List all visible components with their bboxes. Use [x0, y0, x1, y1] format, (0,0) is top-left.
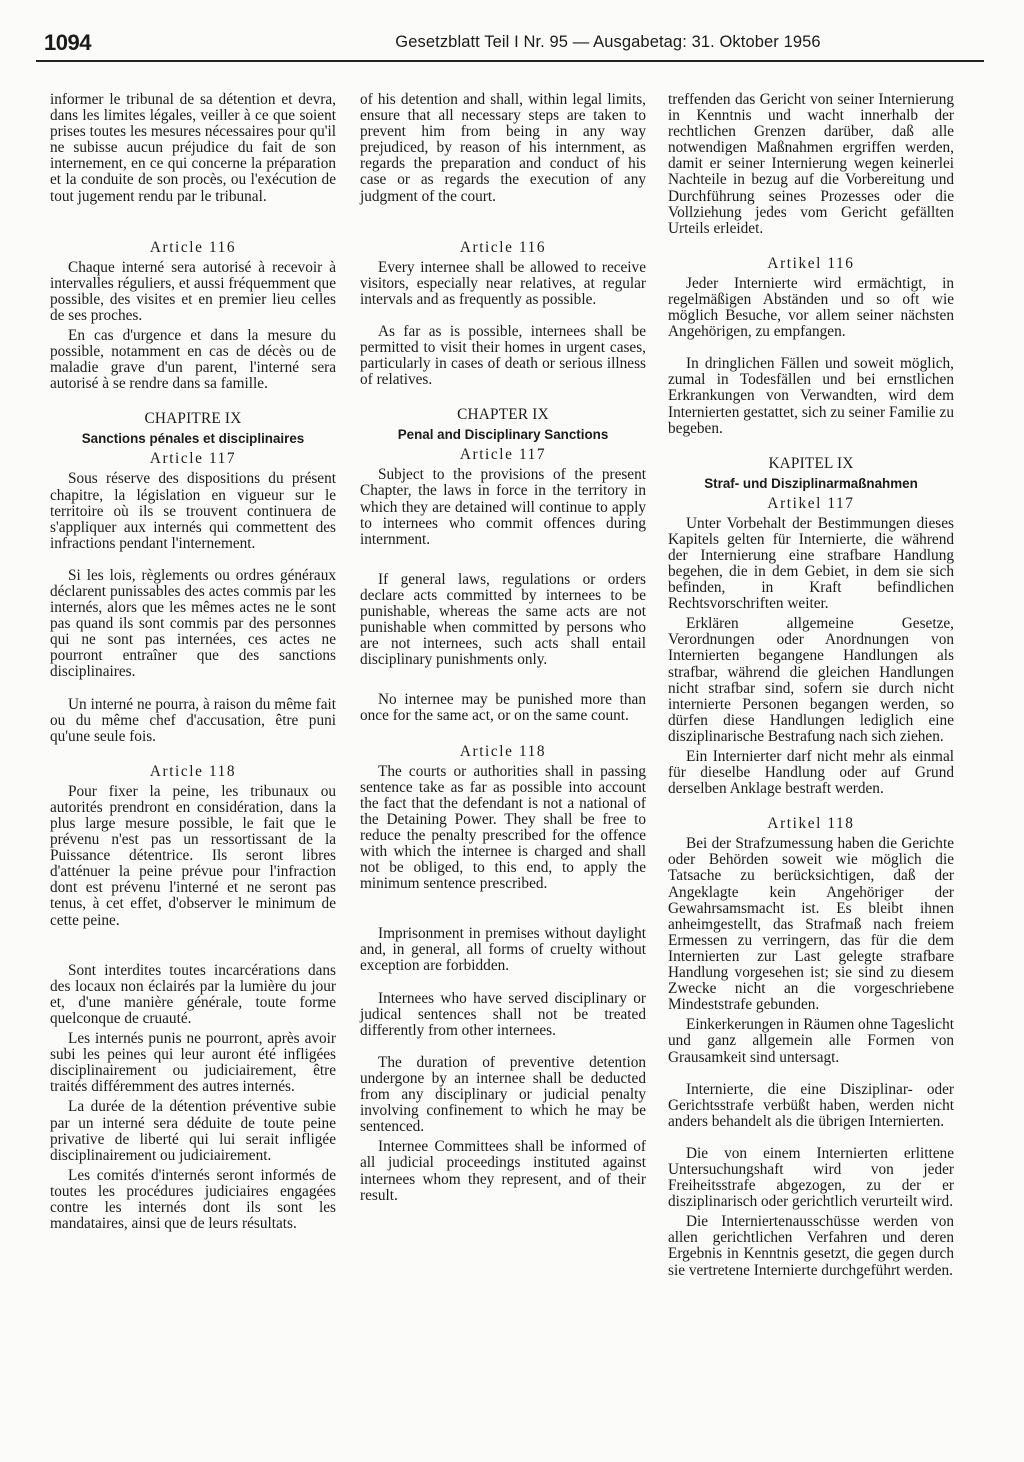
- spacer: [50, 933, 336, 963]
- fr-article-118-paragraph-4: La durée de la détention préventive subie par un interné sera déduite de toute peine privative de liberté qui lui serait infligée disciplinairement ou judiciairement.: [50, 1098, 336, 1164]
- page-number: 1094: [44, 30, 91, 55]
- fr-article-116-paragraph-2: En cas d'urgence et dans la mesure du possible, notamment en cas de décès ou de maladie grave d'un parent, l'interné sera autorisé à se rendre dans sa famille.: [50, 327, 336, 393]
- spacer: [50, 209, 336, 221]
- de-article-118-paragraph-3: Internierte, die eine Disziplinar- oder Gerichtsstrafe verbüßt haben, werden nicht anders behandelt als die übrigen Internierten.: [668, 1080, 954, 1130]
- fr-article-117-heading: Article 117: [149, 450, 237, 468]
- spacer: [50, 685, 336, 697]
- en-article-118-paragraph-4: The duration of preventive detention undergone by an internee shall be deducted from any disciplinary or judicial penalty involving confinement to which he may be sentenced.: [360, 1053, 646, 1136]
- en-article-117-paragraph-1: Subject to the provisions of the present Chapter, the laws in force in the territory in which they are detained will continue to apply to internees who commit offences during internment.: [360, 466, 646, 548]
- fr-article-118-paragraph-2: Sont interdites toutes incarcérations dans des locaux non éclairés par la lumière du jour et, d'une manière générale, toute forme quelconque de cruauté.: [50, 961, 336, 1027]
- de-article-116-paragraph-2: In dringlichen Fällen und soweit möglich, zumal in Todesfällen und bei ernstlichen Erkrankungen von Verwandten, wird dem Internierten gestattet, sich zu seiner Familie zu begeben.: [668, 355, 954, 437]
- fr-article-118-heading: Article 118: [149, 762, 237, 780]
- page-header: [44, 30, 982, 58]
- fr-article-117-paragraph-3: Un interné ne pourra, à raison du même fait ou du même chef d'accusation, être puni qu'une seule fois.: [50, 695, 336, 745]
- de-article-116-paragraph-1: Jeder Internierte wird ermächtigt, in regelmäßigen Abständen und so oft wie möglich Besuche, vor allem seiner nächsten Angehörigen, zu empfangen.: [668, 274, 954, 341]
- de-chapter-subtitle: Straf- und Disziplinarmaßnahmen: [704, 475, 918, 491]
- de-article-117-paragraph-3: Ein Internierter darf nicht mehr als einmal für dieselbe Handlung oder auf Grund derselben Anklage bestraft werden.: [668, 748, 954, 798]
- en-article-118-heading: Article 118: [459, 742, 547, 760]
- de-article-118-heading: Artikel 118: [767, 815, 855, 833]
- spacer: [360, 552, 646, 572]
- spacer: [668, 1070, 954, 1082]
- de-article-118-paragraph-4: Die von einem Internierten erlittene Untersuchungshaft wird von jeder Freiheitsstrafe abgezogen, zu der er disziplinarisch oder gerichtlich verurteilt wird.: [668, 1144, 954, 1211]
- fr-article-118-paragraph-5: Les comités d'internés seront informés de toutes les procédures judiciaires engagées contre les internés dont ils sont les mandataires, ainsi que de leurs résultats.: [50, 1166, 336, 1233]
- fr-chapter-subtitle: Sanctions pénales et disciplinaires: [81, 431, 305, 447]
- de-article-117-heading: Artikel 117: [767, 494, 855, 512]
- en-article-118-paragraph-3: Internees who have served disciplinary or judical sentences shall not be treated differently from other internees.: [360, 989, 646, 1039]
- spacer: [360, 209, 646, 221]
- fr-article-118-paragraph-1: Pour fixer la peine, les tribunaux ou autorités prendront en considération, dans la plus large mesure possible, le fait que le prévenu n'est pas un ressortissant de la Puissance détentrice. Ils seront libres d'atténuer la peine prévue pour l'infraction dont est prévenu l'interné et ne seront pas tenus, à cet effet, d'observer le minimum de cette peine.: [50, 782, 336, 929]
- spacer: [360, 896, 646, 926]
- en-article-116-paragraph-1: Every internee shall be allowed to receive visitors, especially near relatives, at regular intervals and as frequently as possible.: [360, 258, 646, 308]
- fr-article-116-paragraph-1: Chaque interné sera autorisé à recevoir à intervalles réguliers, et aussi fréquemment que possible, des visites et en premier lieu celles de ses proches.: [50, 258, 336, 324]
- en-article-117-paragraph-2: If general laws, regulations or orders declare acts committed by internees to be punishable, whereas the same acts are not punishable when committed by persons who are not internees, such acts shall entail disciplinary punishments only.: [360, 570, 646, 669]
- column-german: [668, 92, 954, 1283]
- fr-article-116-heading: Article 116: [149, 238, 237, 256]
- column-english: [360, 92, 646, 1208]
- de-article-118-paragraph-5: Die Interniertenausschüsse werden von allen gerichtlichen Verfahren und deren Ergebnis in Kenntnis gesetzt, die gegen durch sie vertretene Internierte durchgeführt werden.: [668, 1213, 954, 1279]
- de-article-118-paragraph-1: Bei der Strafzumessung haben die Gerichte oder Behörden soweit wie möglich die Tatsache zu berücksichtigen, daß der Angeklagte kein Angehöriger der Gewahrsamsmacht ist. Es bleibt ihnen anheimgestellt, das Strafmaß nach freiem Ermessen zu verringern, das für die dem Internierten zur Last gelegte strafbare Handlung vorgesehen ist; sie sind zu diesem Zwecke nicht an die vorgeschriebene Mindeststrafe gebunden.: [668, 835, 954, 1014]
- gazette-title: Gesetzblatt Teil I Nr. 95 — Ausgabetag: 31. Oktober 1956: [395, 33, 821, 51]
- de-article-116-heading: Artikel 116: [767, 254, 855, 272]
- en-article-116-heading: Article 116: [459, 238, 547, 256]
- en-article-118-paragraph-5: Internee Committees shall be informed of all judicial proceedings instituted against internees whom they represent, and of their result.: [360, 1138, 646, 1204]
- header-rule: [36, 60, 984, 62]
- spacer: [360, 979, 646, 991]
- fr-article-117-paragraph-2: Si les lois, règlements ou ordres généraux déclarent punissables des actes commis par les internés, alors que les mêmes actes ne le sont pas quand ils sont commis par des personnes qui ne sont pas internées, ces actes ne pourront entraîner que des sanctions disciplinaires.: [50, 566, 336, 681]
- de-article-117-paragraph-2: Erklären allgemeine Gesetze, Verordnungen oder Anordnungen von Internierten begangene Handlungen als strafbar, während die gleichen Handlungen nicht strafbar sind, sofern sie durch nicht internierte Personen begangen werden, so dürfen diese Handlungen lediglich eine disziplinarische Bestrafung nach sich ziehen.: [668, 615, 954, 745]
- fr-article-117-paragraph-1: Sous réserve des dispositions du présent chapitre, la législation en vigueur sur le territoire où ils se trouvent continuera de s'appliquer aux internés qui commettent des infractions pendant l'internement.: [50, 470, 336, 552]
- de-article-118-paragraph-2: Einkerkerungen in Räumen ohne Tageslicht und ganz allgemein alle Formen von Grausamkeit sind untersagt.: [668, 1016, 954, 1066]
- de-article-117-paragraph-1: Unter Vorbehalt der Bestimmungen dieses Kapitels gelten für Internierte, die während der Internierung eine strafbare Handlung begehen, die in dem Gebiet, in dem sie sich befinden, in Kraft befindlichen Rechtsvorschriften weiter.: [668, 514, 954, 613]
- en-article-118-paragraph-2: Imprisonment in premises without daylight and, in general, all forms of cruelty without exception are forbidden.: [360, 925, 646, 975]
- en-article-116-paragraph-2: As far as is possible, internees shall be permitted to visit their homes in urgent cases, particularly in cases of death or serious illness of relatives.: [360, 322, 646, 389]
- spacer: [360, 672, 646, 692]
- fr-chapter-heading: CHAPITRE IX: [144, 410, 242, 428]
- fr-article-118-paragraph-3: Les internés punis ne pourront, après avoir subi les peines qui leur auront été infligées disciplinairement ou judiciairement, être traités différemment des autres internés.: [50, 1030, 336, 1096]
- en-article-117-paragraph-3: No internee may be punished more than once for the same act, or on the same count.: [360, 691, 646, 725]
- en-article-117-heading: Article 117: [459, 446, 547, 464]
- de-chapter-heading: KAPITEL IX: [768, 454, 854, 472]
- column-french: [50, 92, 336, 1236]
- en-intro-paragraph: of his detention and shall, within legal limits, ensure that all necessary steps are taken to prevent him from being in any way prejudiced, by reason of his internment, as regards the preparation and conduct of his case or as regards the execution of any judgment of the court.: [360, 91, 646, 205]
- en-chapter-subtitle: Penal and Disciplinary Sanctions: [397, 427, 609, 443]
- en-chapter-heading: CHAPTER IX: [457, 406, 549, 424]
- de-intro-paragraph: treffenden das Gericht von seiner Internierung in Kenntnis und wacht innerhalb der rechtlichen Grenzen darüber, daß alle notwendigen Maßnahmen ergriffen werden, damit er seiner Internierung wegen keinerlei Nachteile in bezug auf die Vorbereitung und Durchführung seines Prozesses oder die Vollziehung jedes vom Gericht gefällten Urteils erleidet.: [668, 91, 954, 237]
- en-article-118-paragraph-1: The courts or authorities shall in passing sentence take as far as possible into account the fact that the defendant is not a national of the Detaining Power. They shall be free to reduce the penalty prescribed for the offence with which the internee is charged and shall not be obliged, to this end, to apply the minimum sentence prescribed.: [360, 762, 646, 893]
- fr-intro-paragraph: informer le tribunal de sa détention et devra, dans les limites légales, veiller à ce que soient prises toutes les mesures nécessaires pour qu'il ne subisse aucun préjudice du fait de son internement, en ce qui concerne la préparation et la conduite de son procès, ou l'exécution de tout jugement rendu par le tribunal.: [50, 91, 336, 205]
